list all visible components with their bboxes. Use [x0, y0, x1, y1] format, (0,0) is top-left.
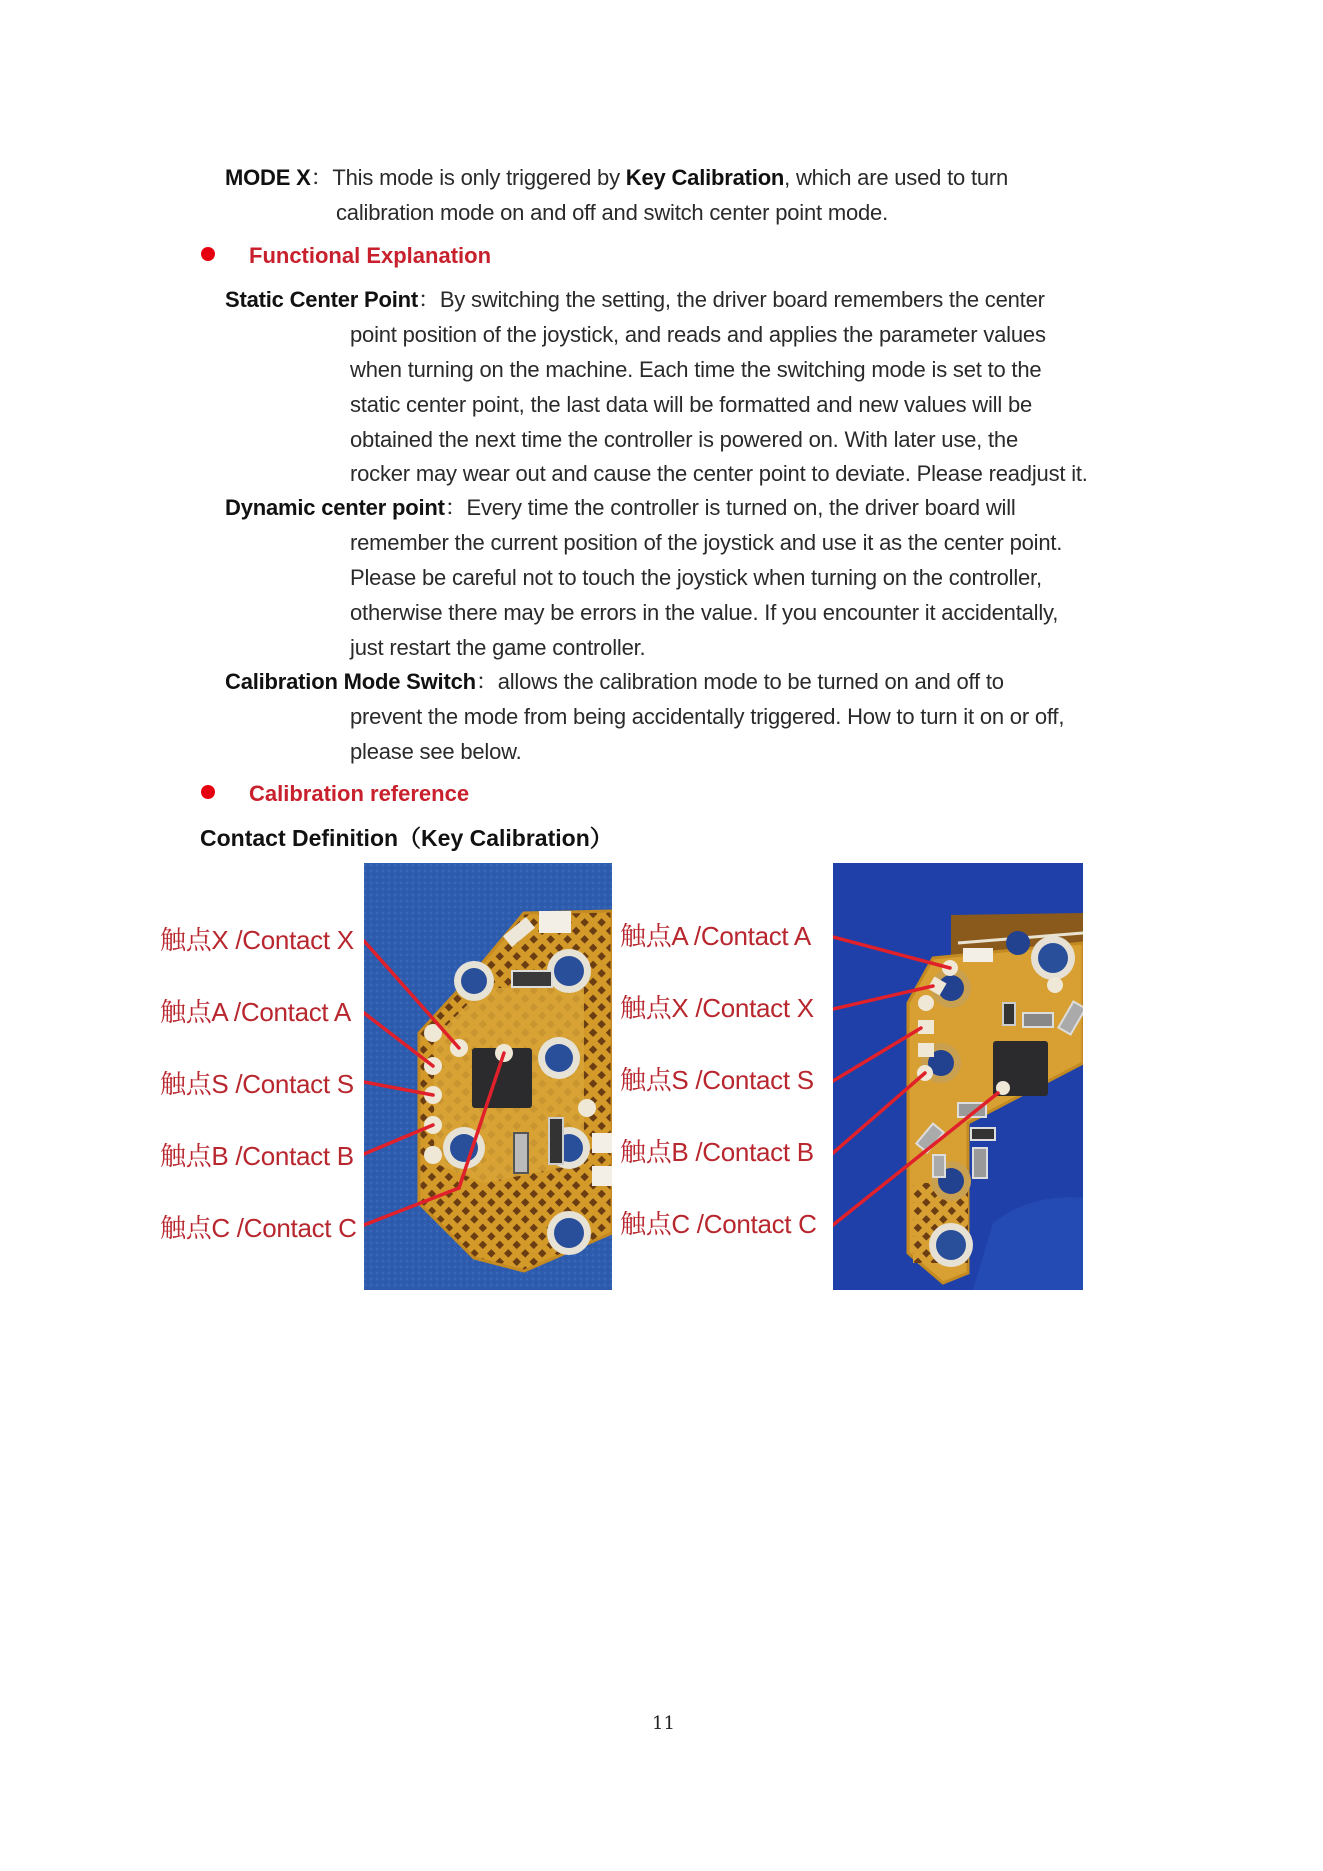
static-line: obtained the next time the controller is powered on. With later use, the: [350, 427, 1018, 452]
right-contact-label: 触点B /Contact B: [620, 1137, 814, 1167]
separator: ：: [475, 669, 498, 694]
switch-first-line: allows the calibration mode to be turned on and off to: [497, 669, 1004, 694]
static-line: static center point, the last data will be formatted and new values will be: [350, 392, 1033, 417]
static-line: point position of the joystick, and reads and applies the parameter values: [350, 322, 1046, 347]
calibration-mode-switch-term: Calibration Mode Switch: [225, 669, 476, 694]
switch-line: please see below.: [350, 739, 522, 764]
contact-definition-heading: Contact Definition（Key Calibration）: [200, 825, 613, 851]
left-contact-label: 触点C /Contact C: [160, 1213, 357, 1243]
mode-x-sep: ：: [310, 165, 333, 190]
dynamic-center-point-term: Dynamic center point: [225, 495, 445, 520]
separator: ：: [418, 287, 440, 312]
bullet-icon: [201, 785, 215, 799]
static-center-point-line: [225, 286, 1045, 314]
bullet-icon: [201, 247, 215, 261]
calibration-reference-heading: Calibration reference: [249, 781, 470, 806]
switch-line: prevent the mode from being accidentally triggered. How to turn it on or off,: [350, 704, 1065, 729]
mode-x-text: This mode is only triggered by: [332, 165, 626, 190]
mode-x-text-after: , which are used to turn: [784, 165, 1009, 190]
dynamic-line: remember the current position of the joystick and use it as the center point.: [350, 530, 1063, 555]
dynamic-line: Please be careful not to touch the joystick when turning on the controller,: [350, 565, 1042, 590]
right-contact-label: 触点X /Contact X: [620, 993, 814, 1023]
left-board-illustration: [364, 863, 612, 1290]
left-contact-label: 触点S /Contact S: [160, 1069, 354, 1099]
left-contact-label: 触点A /Contact A: [160, 997, 351, 1027]
calibration-mode-switch-line: [225, 668, 1004, 696]
static-line: rocker may wear out and cause the center point to deviate. Please readjust it.: [350, 461, 1088, 486]
left-board-photo: [364, 863, 612, 1290]
dynamic-line: just restart the game controller.: [350, 635, 646, 660]
static-first-line: By switching the setting, the driver board remembers the center: [439, 287, 1045, 312]
mode-x-term: MODE X: [225, 165, 311, 190]
functional-explanation-heading: Functional Explanation: [249, 243, 492, 268]
left-contact-label: 触点X /Contact X: [160, 925, 354, 955]
mode-x-continuation: calibration mode on and off and switch center point mode.: [336, 200, 888, 225]
left-contact-label: 触点B /Contact B: [160, 1141, 354, 1171]
key-calibration-bold: Key Calibration: [625, 165, 785, 190]
mode-x-line: [225, 164, 1008, 192]
separator: ：: [444, 495, 467, 520]
page-number: 11: [652, 1713, 675, 1734]
right-board-illustration: [833, 863, 1083, 1290]
static-line: when turning on the machine. Each time the switching mode is set to the: [350, 357, 1042, 382]
dynamic-first-line: Every time the controller is turned on, the driver board will: [466, 495, 1016, 520]
dynamic-line: otherwise there may be errors in the value. If you encounter it accidentally,: [350, 600, 1059, 625]
dynamic-center-point-line: [225, 494, 1016, 522]
right-board-photo: [833, 863, 1083, 1290]
right-contact-label: 触点S /Contact S: [620, 1065, 814, 1095]
right-contact-label: 触点C /Contact C: [620, 1209, 817, 1239]
static-center-point-term: Static Center Point: [225, 287, 419, 312]
right-contact-label: 触点A /Contact A: [620, 921, 811, 951]
